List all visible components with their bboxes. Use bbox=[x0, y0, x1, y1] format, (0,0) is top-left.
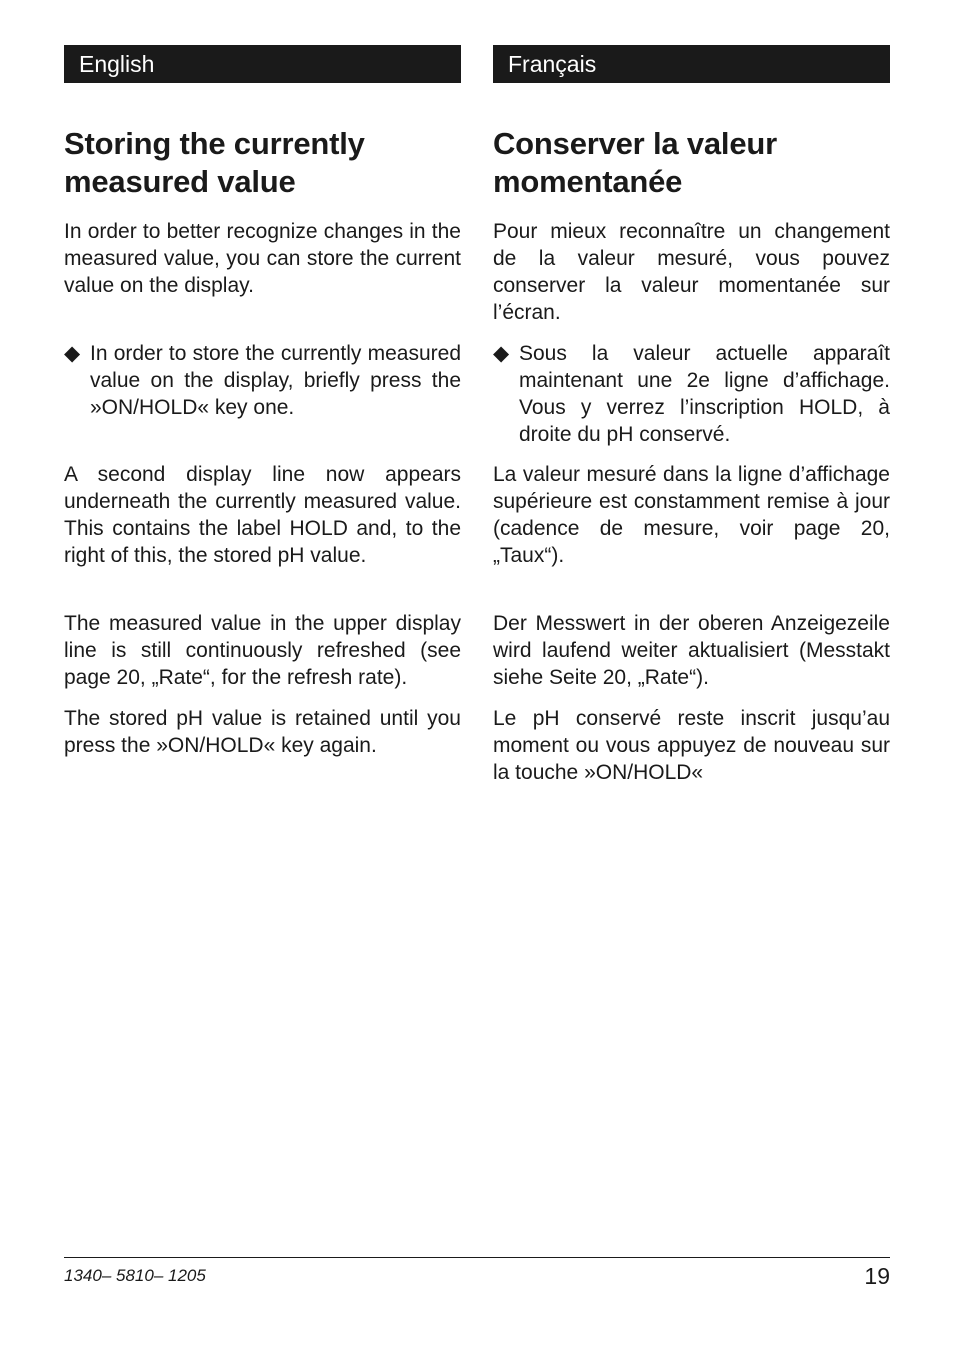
page-number: 19 bbox=[864, 1263, 890, 1289]
intro-paragraph: Pour mieux reconnaître un changement de la valeur mesuré, vous pouvez conserver la valeur momentanée sur l’écran. bbox=[493, 220, 890, 324]
document-number: 1340– 5810– 1205 bbox=[64, 1266, 206, 1285]
instruction-bullet bbox=[493, 340, 890, 448]
language-header-french: Français bbox=[493, 45, 890, 83]
bullet-text: Sous la valeur actuelle apparaît maintenant une 2e ligne d’affichage. Vous y verrez l’inscription HOLD, à droite du pH conservé. bbox=[519, 342, 890, 446]
paragraph: The measured value in the upper display line is still continuously refreshed (see page 20, „Rate“, for the refresh rate). bbox=[64, 612, 461, 689]
bullet-text: In order to store the currently measured value on the display, briefly press the »ON/HOLD« key one. bbox=[90, 342, 461, 419]
instruction-bullet bbox=[64, 340, 461, 421]
paragraph: A second display line now appears underneath the currently measured value. This contains the label HOLD and, to the right of this, the stored pH value. bbox=[64, 463, 461, 567]
diamond-bullet-icon: ◆ bbox=[64, 342, 81, 365]
diamond-bullet-icon: ◆ bbox=[493, 342, 510, 365]
footer-divider bbox=[64, 1257, 890, 1258]
english-column bbox=[64, 45, 461, 759]
paragraph: The stored pH value is retained until you press the »ON/HOLD« key again. bbox=[64, 707, 461, 757]
intro-paragraph: In order to better recognize changes in the measured value, you can store the current value on the display. bbox=[64, 220, 461, 297]
paragraph: La valeur mesuré dans la ligne d’affichage supérieure est constamment remise à jour (cadence de mesure, voir page 20, „Taux“). bbox=[493, 463, 890, 567]
section-heading: Storing the currently measured value bbox=[64, 126, 365, 199]
paragraph: Le pH conservé reste inscrit jusqu’au moment ou vous appuyez de nouveau sur la touche »ON/HOLD« bbox=[493, 707, 890, 784]
french-column bbox=[493, 45, 890, 786]
paragraph: Der Messwert in der oberen Anzeigezeile wird laufend weiter aktualisiert (Messtakt siehe Seite 20, „Rate“). bbox=[493, 612, 890, 689]
language-header-english: English bbox=[64, 45, 461, 83]
section-heading: Conserver la valeur momentanée bbox=[493, 126, 777, 199]
